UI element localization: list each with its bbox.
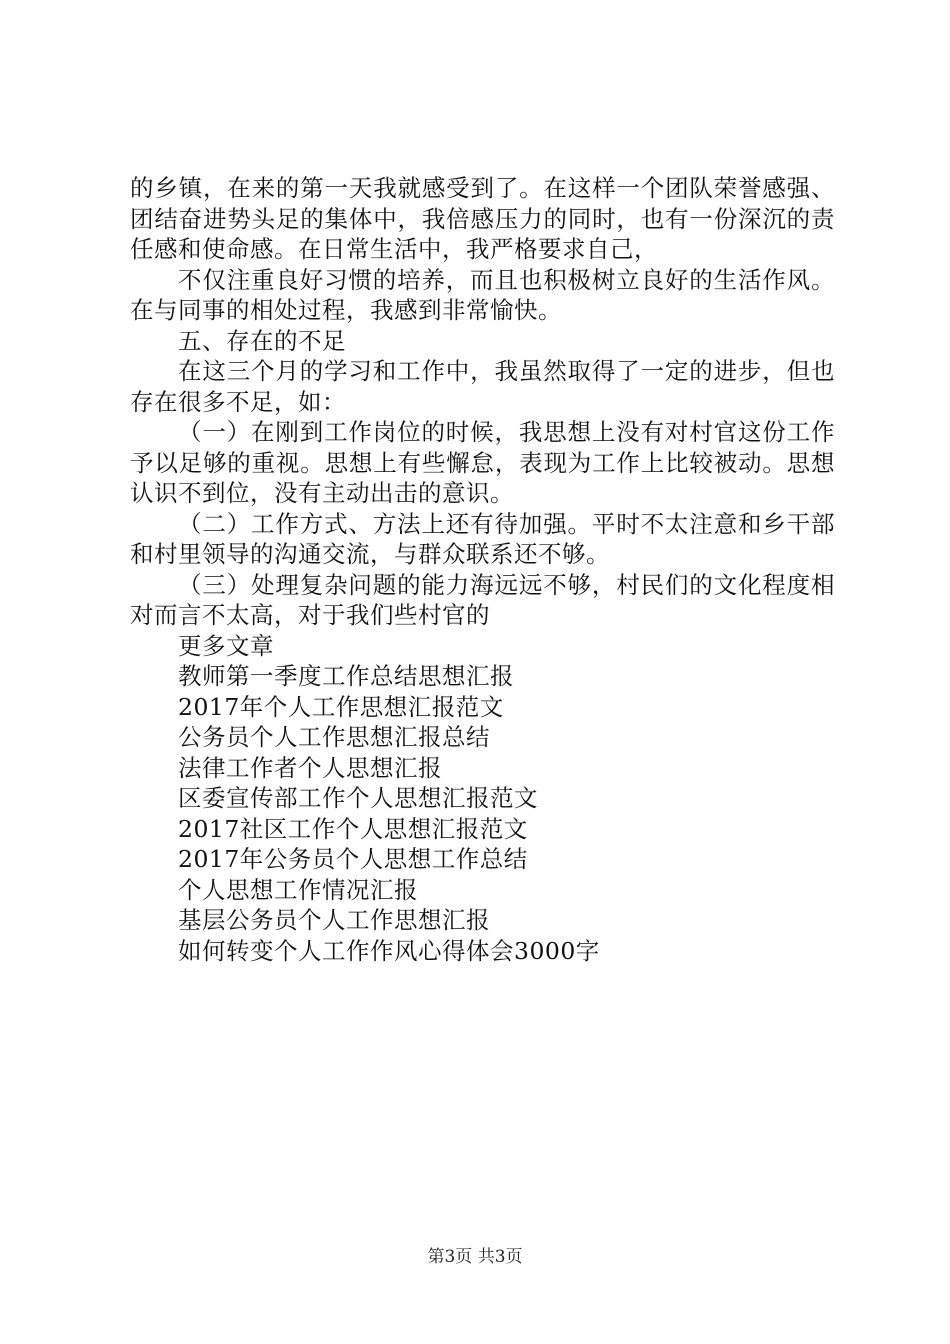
more-article-link[interactable]: 如何转变个人工作作风心得体会3000字 [178,936,600,965]
paragraph-point-three: （三）处理复杂问题的能力海远远不够，村民们的文化程度相对而言不太高，对于我们些村官的 [130,570,835,629]
paragraph-point-two: （二）工作方式、方法上还有待加强。平时不太注意和乡干部和村里领导的沟通交流，与群众联系还不够。 [130,509,835,568]
section-heading-shortcomings: 五、存在的不足 [178,326,346,355]
more-article-link[interactable]: 2017年公务员个人思想工作总结 [178,845,528,873]
more-article-link[interactable]: 个人思想工作情况汇报 [178,875,418,904]
paragraph-continuation: 的乡镇，在来的第一天我就感受到了。在这样一个团队荣誉感强、团结奋进势头足的集体中，我倍感压力的同时，也有一份深沉的责任感和使命感。在日常生活中，我严格要求自己， [130,174,835,263]
paragraph-shortcomings-intro: 在这三个月的学习和工作中，我虽然取得了一定的进步，但也存在很多不足，如： [130,357,835,416]
paragraph-habits: 不仅注重良好习惯的培养，而且也积极树立良好的生活作风。在与同事的相处过程，我感到非常愉快。 [130,265,835,324]
more-article-link[interactable]: 区委宣传部工作个人思想汇报范文 [178,784,538,812]
more-article-link[interactable]: 2017社区工作个人思想汇报范文 [178,814,528,843]
paragraph-point-one: （一）在刚到工作岗位的时候，我思想上没有对村官这份工作予以足够的重视。思想上有些懈怠，表现为工作上比较被动。思想认识不到位，没有主动出击的意识。 [130,418,835,507]
page-footer: 第3页 共3页 [427,1247,523,1267]
more-article-link[interactable]: 基层公务员个人工作思想汇报 [178,906,490,934]
more-article-link[interactable]: 教师第一季度工作总结思想汇报 [178,662,514,690]
document-body [130,173,835,966]
more-article-link[interactable]: 法律工作者个人思想汇报 [178,753,442,782]
more-article-link[interactable]: 2017年个人工作思想汇报范文 [178,692,504,721]
more-article-link[interactable]: 公务员个人工作思想汇报总结 [178,723,490,751]
more-articles-heading: 更多文章 [178,631,274,660]
